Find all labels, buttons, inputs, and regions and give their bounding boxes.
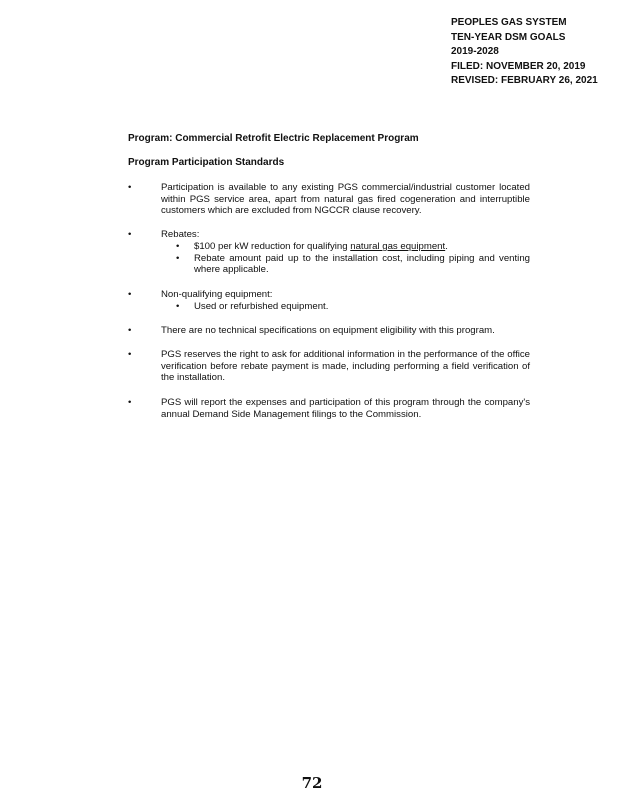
bullet-marker: • (128, 349, 132, 360)
bullet-text: Non-qualifying equipment: (161, 289, 273, 300)
sub-item-text: Rebate amount paid up to the installation cost, including piping and venting where applicable. (194, 252, 530, 276)
bullet-marker: • (128, 289, 132, 300)
header-filed-date: FILED: NOVEMBER 20, 2019 (451, 60, 586, 72)
bullet-text: PGS will report the expenses and participation of this program through the company's annual Demand Side Management filings to the Commission. (161, 397, 530, 420)
non-qualifying-sub-list (176, 301, 530, 313)
bullet-text: There are no technical specifications on equipment eligibility with this program. (161, 325, 495, 336)
filing-header (451, 16, 598, 89)
sub-item (176, 241, 530, 253)
program-title: Program: Commercial Retrofit Electric Replacement Program (128, 133, 419, 144)
natural-gas-equipment-term: natural gas equipment (350, 241, 446, 252)
header-revised-date: REVISED: FEBRUARY 26, 2021 (451, 75, 598, 87)
sub-item-text: $100 per kW reduction for qualifying (194, 241, 351, 252)
section-heading: Program Participation Standards (128, 157, 285, 168)
bullet-marker: • (128, 229, 132, 240)
sub-item-text: Used or refurbished equipment. (194, 301, 329, 312)
bullet-text: PGS reserves the right to ask for additional information in the performance of the office verification before rebate payment is made, including performing a field verification of the installation. (161, 349, 530, 384)
sub-bullet-marker: • (176, 241, 180, 252)
rebates-sub-list (176, 241, 530, 276)
header-plan: TEN-YEAR DSM GOALS (451, 31, 566, 43)
sub-bullet-marker: • (176, 301, 180, 312)
sub-item (176, 253, 530, 276)
page-number: 72 (301, 774, 323, 792)
sub-bullet-marker: • (176, 252, 180, 264)
bullet-marker: • (128, 397, 132, 408)
bullet-text: Participation is available to any existing PGS commercial/industrial customer located within PGS service area, apart from natural gas fired cogeneration and interruptible customers which are excluded from NGCCR clause recovery. (161, 182, 530, 217)
bullet-marker: • (128, 325, 132, 336)
sub-item (176, 301, 530, 313)
bullet-text: Rebates: (161, 229, 200, 240)
header-years: 2019-2028 (451, 46, 499, 58)
header-company: PEOPLES GAS SYSTEM (451, 17, 567, 28)
bullet-marker: • (128, 182, 132, 193)
sub-item-suffix: . (445, 241, 448, 252)
